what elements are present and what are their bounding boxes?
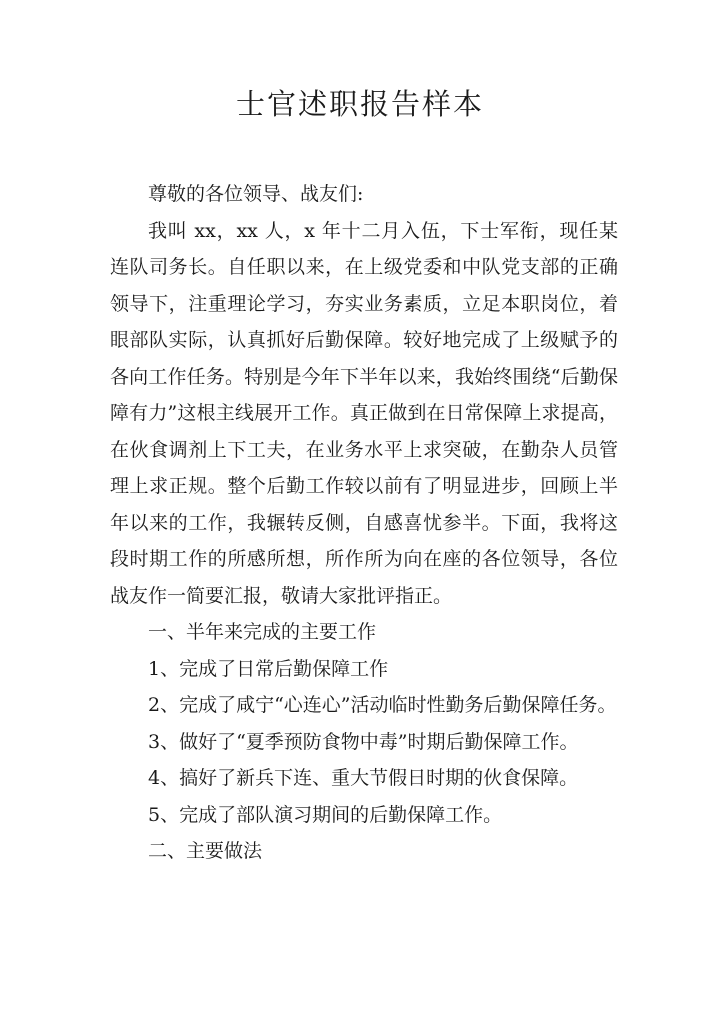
paragraph-salutation: 尊敬的各位领导、战友们: — [148, 183, 364, 205]
list-item-2: 2、完成了咸宁“心连心”活动临时性勤务后勤保障任务。 — [148, 694, 617, 716]
section-heading-methods: 二、主要做法 — [148, 840, 263, 862]
list-item-3: 3、做好了“夏季预防食物中毒”时期后勤保障工作。 — [148, 730, 579, 753]
document-body — [110, 176, 618, 870]
paragraph-introduction: 我叫 xx，xx 人，x 年十二月入伍，下士军衔，现任某连队司务长。自任职以来，在上级党委和中队党支部的正确领导下，注重理论学习，夯实业务素质，立足本职岗位，着眼部队实际，认真抓好后勤保障。较好地完成了上级赋予的各向工作任务。特别是今年下半年以来，我始终围绕“后勤保障有力”这根主线展开工作。真正做到在日常保障上求提高，在伙食调剂上下工夫，在业务水平上求突破，在勤杂人员管理上求正规。整个后勤工作较以前有了明显进步，回顾上半年以来的工作，我辗转反侧，自感喜忧参半。下面，我将这段时期工作的所感所想，所作所为向在座的各位领导，各位战友作一简要汇报，敬请大家批评指正。 — [110, 219, 618, 607]
list-item-1: 1、完成了日常后勤保障工作 — [148, 657, 389, 680]
list-item-4: 4、搞好了新兵下连、重大节假日时期的伙食保障。 — [148, 767, 579, 789]
document-title: 士官述职报告样本 — [235, 87, 484, 121]
section-heading-main-work: 一、半年来完成的主要工作 — [148, 621, 377, 643]
list-item-5: 5、完成了部队演习期间的后勤保障工作。 — [148, 803, 503, 826]
